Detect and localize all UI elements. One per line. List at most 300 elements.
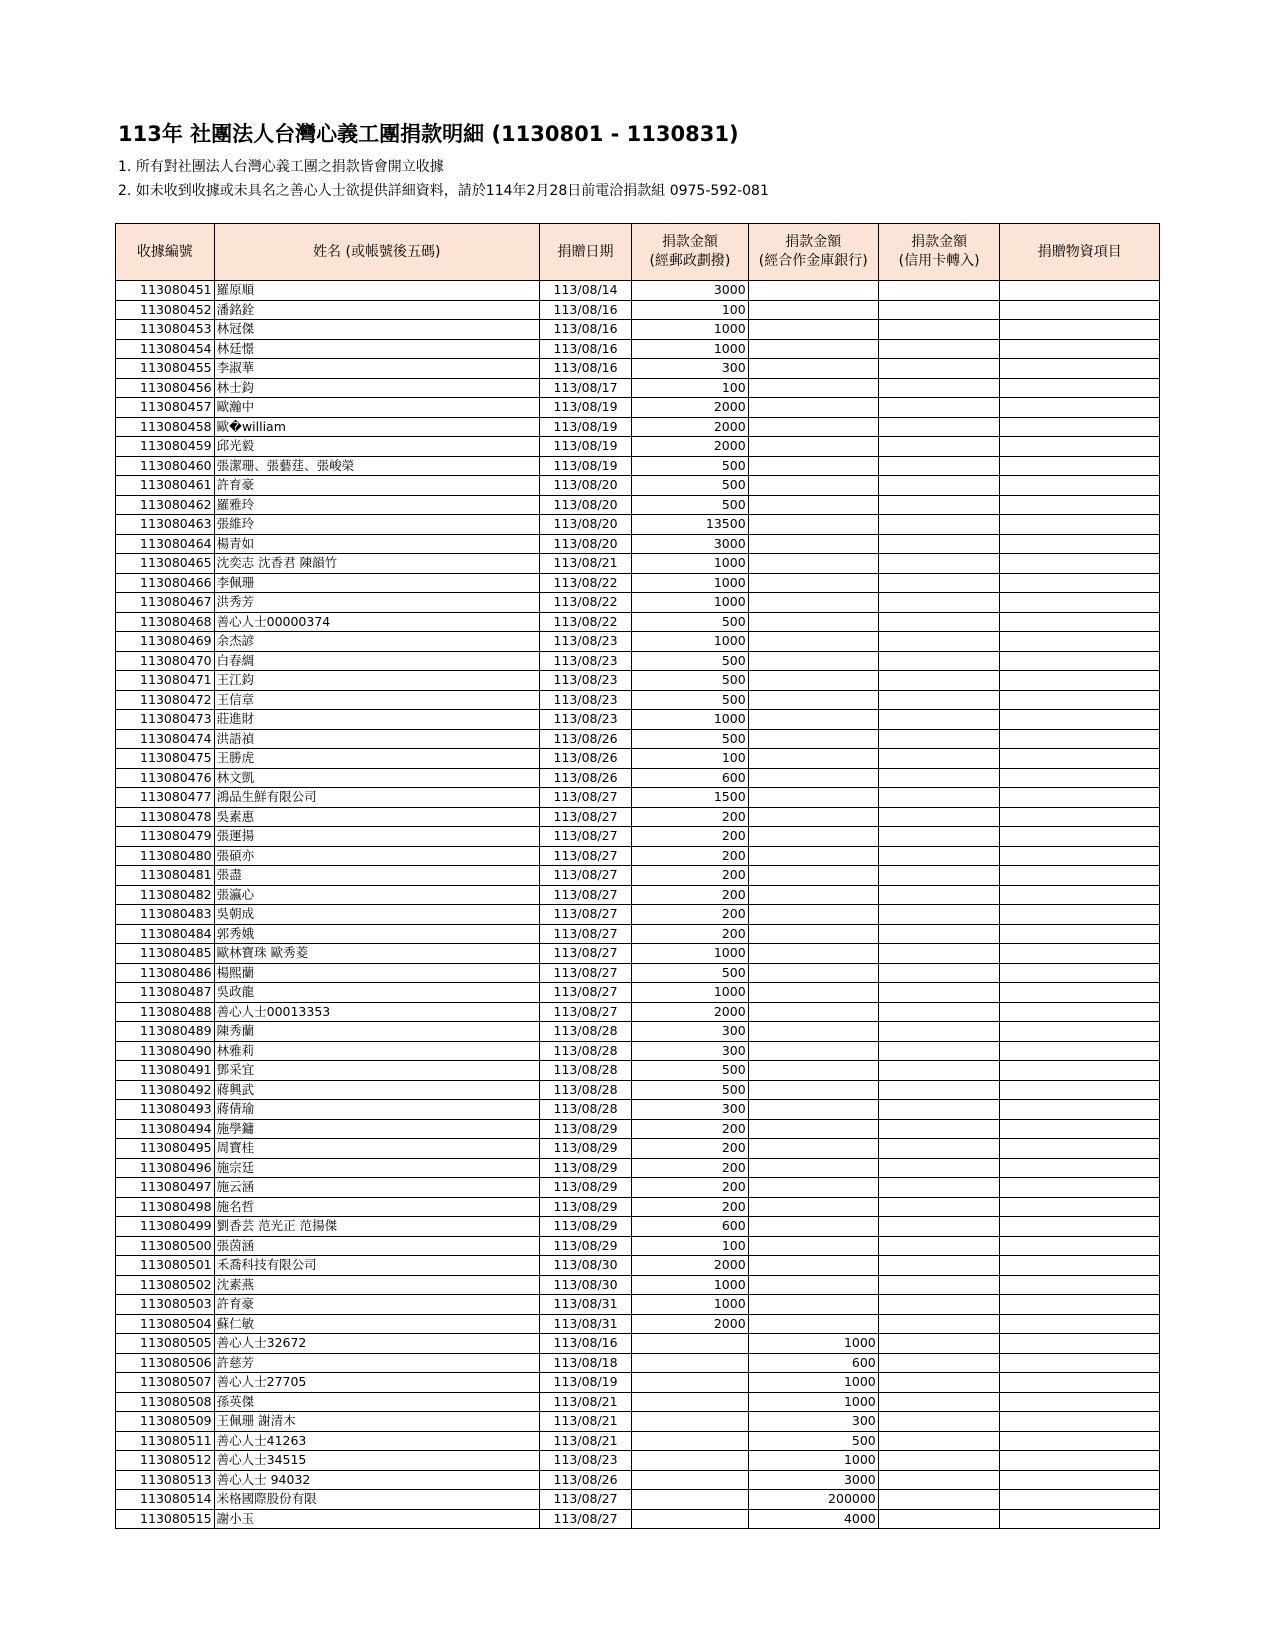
amount-card-cell: [878, 963, 1000, 983]
goods-cell: [1000, 983, 1160, 1003]
amount-bank-cell: [748, 554, 878, 574]
amount-card-cell: [878, 417, 1000, 437]
receipt-no-cell: 113080479: [116, 827, 215, 847]
donation-date-cell: 113/08/28: [539, 1041, 631, 1061]
amount-bank-cell: [748, 339, 878, 359]
table-row: [116, 1431, 1160, 1451]
table-row: [116, 983, 1160, 1003]
receipt-no-cell: 113080491: [116, 1061, 215, 1081]
donation-date-cell: 113/08/21: [539, 1412, 631, 1432]
table-row: [116, 827, 1160, 847]
header-name: 姓名 (或帳號後五碼): [214, 224, 539, 281]
table-row: [116, 944, 1160, 964]
amount-card-cell: [878, 320, 1000, 340]
receipt-no-cell: 113080480: [116, 846, 215, 866]
table-row: [116, 768, 1160, 788]
table-row: [116, 320, 1160, 340]
receipt-no-cell: 113080474: [116, 729, 215, 749]
amount-card-cell: [878, 807, 1000, 827]
receipt-no-cell: 113080486: [116, 963, 215, 983]
donor-name-cell: 張瀛心: [214, 885, 539, 905]
goods-cell: [1000, 827, 1160, 847]
donor-name-cell: 林士鈞: [214, 378, 539, 398]
donor-name-cell: 善心人士32672: [214, 1334, 539, 1354]
table-row: [116, 671, 1160, 691]
table-row: [116, 612, 1160, 632]
table-row: [116, 729, 1160, 749]
donor-name-cell: 歐林寶珠 歐秀菱: [214, 944, 539, 964]
table-row: [116, 495, 1160, 515]
donor-name-cell: 蔣倩瑜: [214, 1100, 539, 1120]
header-goods: 捐贈物資項目: [1000, 224, 1160, 281]
table-row: [116, 554, 1160, 574]
amount-bank-cell: [748, 1139, 878, 1159]
table-row: [116, 690, 1160, 710]
donor-name-cell: 余杰諺: [214, 632, 539, 652]
table-row: [116, 1373, 1160, 1393]
receipt-no-cell: 113080471: [116, 671, 215, 691]
amount-postal-cell: 200: [632, 1158, 748, 1178]
goods-cell: [1000, 476, 1160, 496]
receipt-no-cell: 113080460: [116, 456, 215, 476]
donor-name-cell: 吳素惠: [214, 807, 539, 827]
donor-name-cell: 洪語禎: [214, 729, 539, 749]
amount-postal-cell: 1000: [632, 632, 748, 652]
donation-date-cell: 113/08/27: [539, 983, 631, 1003]
amount-bank-cell: [748, 651, 878, 671]
donor-name-cell: 王勝虎: [214, 749, 539, 769]
amount-bank-cell: [748, 495, 878, 515]
amount-card-cell: [878, 1451, 1000, 1471]
donor-name-cell: 施學鏞: [214, 1119, 539, 1139]
amount-card-cell: [878, 300, 1000, 320]
receipt-no-cell: 113080457: [116, 398, 215, 418]
amount-bank-cell: 300: [748, 1412, 878, 1432]
donor-name-cell: 郭秀娥: [214, 924, 539, 944]
amount-postal-cell: 2000: [632, 417, 748, 437]
table-row: [116, 1139, 1160, 1159]
donor-name-cell: 張潔珊、張藝莛、張峻榮: [214, 456, 539, 476]
goods-cell: [1000, 729, 1160, 749]
donation-table: [115, 223, 1160, 1529]
amount-postal-cell: 200: [632, 885, 748, 905]
table-row: [116, 515, 1160, 535]
amount-bank-cell: 1000: [748, 1373, 878, 1393]
amount-postal-cell: 200: [632, 924, 748, 944]
donation-date-cell: 113/08/16: [539, 339, 631, 359]
goods-cell: [1000, 300, 1160, 320]
donation-date-cell: 113/08/23: [539, 690, 631, 710]
donor-name-cell: 善心人士27705: [214, 1373, 539, 1393]
amount-card-cell: [878, 1392, 1000, 1412]
receipt-no-cell: 113080487: [116, 983, 215, 1003]
amount-postal-cell: 500: [632, 456, 748, 476]
donation-date-cell: 113/08/26: [539, 768, 631, 788]
amount-card-cell: [878, 1080, 1000, 1100]
amount-card-cell: [878, 1178, 1000, 1198]
amount-card-cell: [878, 1158, 1000, 1178]
donor-name-cell: 張碩亦: [214, 846, 539, 866]
goods-cell: [1000, 1178, 1160, 1198]
amount-card-cell: [878, 710, 1000, 730]
amount-card-cell: [878, 846, 1000, 866]
donor-name-cell: 謝小玉: [214, 1509, 539, 1529]
amount-postal-cell: [632, 1509, 748, 1529]
table-row: [116, 398, 1160, 418]
table-row: [116, 378, 1160, 398]
amount-bank-cell: [748, 846, 878, 866]
amount-postal-cell: 2000: [632, 437, 748, 457]
receipt-no-cell: 113080490: [116, 1041, 215, 1061]
note-contact-info: 2. 如未收到收據或未具名之善心人士欲提供詳細資料，請於114年2月28日前電洽捐款組 0975-592-081: [118, 183, 769, 199]
amount-bank-cell: [748, 807, 878, 827]
amount-card-cell: [878, 1197, 1000, 1217]
amount-bank-cell: 1000: [748, 1334, 878, 1354]
amount-card-cell: [878, 1353, 1000, 1373]
amount-card-cell: [878, 1256, 1000, 1276]
amount-bank-cell: [748, 768, 878, 788]
amount-postal-cell: 200: [632, 1197, 748, 1217]
receipt-no-cell: 113080453: [116, 320, 215, 340]
amount-card-cell: [878, 1314, 1000, 1334]
receipt-no-cell: 113080459: [116, 437, 215, 457]
amount-postal-cell: 300: [632, 1041, 748, 1061]
amount-bank-cell: [748, 866, 878, 886]
table-row: [116, 1275, 1160, 1295]
receipt-no-cell: 113080501: [116, 1256, 215, 1276]
amount-bank-cell: [748, 437, 878, 457]
goods-cell: [1000, 1490, 1160, 1510]
amount-bank-cell: [748, 378, 878, 398]
table-body: [116, 281, 1160, 1529]
table-row: [116, 1002, 1160, 1022]
amount-bank-cell: [748, 1041, 878, 1061]
amount-postal-cell: 600: [632, 768, 748, 788]
amount-card-cell: [878, 1334, 1000, 1354]
amount-bank-cell: [748, 1217, 878, 1237]
amount-postal-cell: [632, 1353, 748, 1373]
header-amount-postal-line2: (經郵政劃撥): [649, 253, 731, 269]
table-row: [116, 1392, 1160, 1412]
donation-date-cell: 113/08/27: [539, 924, 631, 944]
receipt-no-cell: 113080500: [116, 1236, 215, 1256]
donation-date-cell: 113/08/27: [539, 944, 631, 964]
amount-postal-cell: [632, 1373, 748, 1393]
amount-bank-cell: [748, 398, 878, 418]
amount-postal-cell: 1000: [632, 1275, 748, 1295]
table-row: [116, 1490, 1160, 1510]
amount-card-cell: [878, 788, 1000, 808]
goods-cell: [1000, 554, 1160, 574]
table-row: [116, 1158, 1160, 1178]
amount-card-cell: [878, 1509, 1000, 1529]
goods-cell: [1000, 593, 1160, 613]
header-amount-bank-line2: (經合作金庫銀行): [758, 253, 868, 269]
receipt-no-cell: 113080513: [116, 1470, 215, 1490]
receipt-no-cell: 113080485: [116, 944, 215, 964]
amount-bank-cell: [748, 1178, 878, 1198]
goods-cell: [1000, 1412, 1160, 1432]
goods-cell: [1000, 924, 1160, 944]
receipt-no-cell: 113080507: [116, 1373, 215, 1393]
amount-postal-cell: 200: [632, 866, 748, 886]
table-row: [116, 905, 1160, 925]
goods-cell: [1000, 534, 1160, 554]
table-row: [116, 632, 1160, 652]
receipt-no-cell: 113080503: [116, 1295, 215, 1315]
goods-cell: [1000, 1470, 1160, 1490]
table-row: [116, 1119, 1160, 1139]
amount-postal-cell: [632, 1431, 748, 1451]
header-amount-card: [878, 224, 1000, 281]
amount-bank-cell: [748, 1119, 878, 1139]
donation-date-cell: 113/08/27: [539, 905, 631, 925]
receipt-no-cell: 113080467: [116, 593, 215, 613]
table-row: [116, 437, 1160, 457]
receipt-no-cell: 113080462: [116, 495, 215, 515]
donor-name-cell: 歐�william: [214, 417, 539, 437]
amount-postal-cell: 2000: [632, 1314, 748, 1334]
receipt-no-cell: 113080488: [116, 1002, 215, 1022]
donation-date-cell: 113/08/27: [539, 827, 631, 847]
amount-bank-cell: [748, 1100, 878, 1120]
donation-date-cell: 113/08/27: [539, 1002, 631, 1022]
donation-date-cell: 113/08/20: [539, 495, 631, 515]
donor-name-cell: 張盡: [214, 866, 539, 886]
goods-cell: [1000, 359, 1160, 379]
amount-bank-cell: 600: [748, 1353, 878, 1373]
donor-name-cell: 歐瀚中: [214, 398, 539, 418]
amount-bank-cell: 4000: [748, 1509, 878, 1529]
amount-card-cell: [878, 1470, 1000, 1490]
receipt-no-cell: 113080455: [116, 359, 215, 379]
amount-card-cell: [878, 1373, 1000, 1393]
receipt-no-cell: 113080512: [116, 1451, 215, 1471]
donation-date-cell: 113/08/27: [539, 788, 631, 808]
amount-bank-cell: [748, 788, 878, 808]
donation-date-cell: 113/08/19: [539, 1373, 631, 1393]
goods-cell: [1000, 339, 1160, 359]
amount-bank-cell: [748, 534, 878, 554]
amount-card-cell: [878, 573, 1000, 593]
donation-date-cell: 113/08/19: [539, 456, 631, 476]
amount-card-cell: [878, 690, 1000, 710]
amount-postal-cell: 100: [632, 1236, 748, 1256]
goods-cell: [1000, 632, 1160, 652]
amount-postal-cell: 500: [632, 476, 748, 496]
goods-cell: [1000, 1236, 1160, 1256]
amount-postal-cell: 1000: [632, 983, 748, 1003]
receipt-no-cell: 113080483: [116, 905, 215, 925]
goods-cell: [1000, 1392, 1160, 1412]
goods-cell: [1000, 651, 1160, 671]
goods-cell: [1000, 612, 1160, 632]
receipt-no-cell: 113080493: [116, 1100, 215, 1120]
amount-card-cell: [878, 651, 1000, 671]
goods-cell: [1000, 768, 1160, 788]
amount-postal-cell: 1000: [632, 710, 748, 730]
table-row: [116, 1217, 1160, 1237]
donor-name-cell: 潘銘銓: [214, 300, 539, 320]
amount-card-cell: [878, 1412, 1000, 1432]
donor-name-cell: 善心人士00000374: [214, 612, 539, 632]
receipt-no-cell: 113080506: [116, 1353, 215, 1373]
goods-cell: [1000, 1158, 1160, 1178]
amount-card-cell: [878, 476, 1000, 496]
amount-bank-cell: [748, 944, 878, 964]
goods-cell: [1000, 1295, 1160, 1315]
amount-postal-cell: 200: [632, 1178, 748, 1198]
table-row: [116, 866, 1160, 886]
table-row: [116, 1061, 1160, 1081]
donation-date-cell: 113/08/29: [539, 1197, 631, 1217]
goods-cell: [1000, 1217, 1160, 1237]
amount-card-cell: [878, 554, 1000, 574]
donor-name-cell: 施宗廷: [214, 1158, 539, 1178]
donation-date-cell: 113/08/30: [539, 1275, 631, 1295]
amount-card-cell: [878, 729, 1000, 749]
donation-date-cell: 113/08/31: [539, 1295, 631, 1315]
table-row: [116, 1041, 1160, 1061]
amount-card-cell: [878, 749, 1000, 769]
table-row: [116, 281, 1160, 301]
donation-date-cell: 113/08/16: [539, 359, 631, 379]
donation-date-cell: 113/08/29: [539, 1139, 631, 1159]
amount-card-cell: [878, 359, 1000, 379]
donor-name-cell: 鴻品生鮮有限公司: [214, 788, 539, 808]
goods-cell: [1000, 944, 1160, 964]
table-row: [116, 710, 1160, 730]
donor-name-cell: 李淑華: [214, 359, 539, 379]
donation-date-cell: 113/08/21: [539, 1392, 631, 1412]
amount-card-cell: [878, 1275, 1000, 1295]
amount-postal-cell: 200: [632, 807, 748, 827]
amount-bank-cell: [748, 827, 878, 847]
receipt-no-cell: 113080458: [116, 417, 215, 437]
goods-cell: [1000, 749, 1160, 769]
goods-cell: [1000, 1373, 1160, 1393]
amount-card-cell: [878, 398, 1000, 418]
amount-bank-cell: [748, 671, 878, 691]
donor-name-cell: 羅原順: [214, 281, 539, 301]
goods-cell: [1000, 1509, 1160, 1529]
receipt-no-cell: 113080508: [116, 1392, 215, 1412]
receipt-no-cell: 113080469: [116, 632, 215, 652]
goods-cell: [1000, 495, 1160, 515]
donation-date-cell: 113/08/23: [539, 710, 631, 730]
amount-postal-cell: [632, 1392, 748, 1412]
header-amount-card-line2: (信用卡轉入): [898, 253, 980, 269]
amount-bank-cell: [748, 983, 878, 1003]
table-row: [116, 456, 1160, 476]
amount-card-cell: [878, 1217, 1000, 1237]
donation-date-cell: 113/08/16: [539, 1334, 631, 1354]
amount-postal-cell: 200: [632, 827, 748, 847]
amount-bank-cell: 500: [748, 1431, 878, 1451]
donation-date-cell: 113/08/18: [539, 1353, 631, 1373]
donation-date-cell: 113/08/29: [539, 1158, 631, 1178]
donor-name-cell: 鄧采宜: [214, 1061, 539, 1081]
amount-bank-cell: [748, 476, 878, 496]
table-header-row: [116, 224, 1160, 281]
table-row: [116, 788, 1160, 808]
amount-postal-cell: 1000: [632, 554, 748, 574]
amount-bank-cell: [748, 417, 878, 437]
table-row: [116, 1236, 1160, 1256]
donation-date-cell: 113/08/28: [539, 1061, 631, 1081]
donation-date-cell: 113/08/22: [539, 593, 631, 613]
amount-bank-cell: [748, 749, 878, 769]
goods-cell: [1000, 1334, 1160, 1354]
donation-date-cell: 113/08/29: [539, 1236, 631, 1256]
amount-bank-cell: [748, 1002, 878, 1022]
amount-bank-cell: [748, 1022, 878, 1042]
donation-date-cell: 113/08/27: [539, 807, 631, 827]
amount-postal-cell: 300: [632, 1100, 748, 1120]
table-row: [116, 1256, 1160, 1276]
amount-bank-cell: [748, 905, 878, 925]
amount-bank-cell: [748, 612, 878, 632]
donor-name-cell: 王佩珊 謝清木: [214, 1412, 539, 1432]
goods-cell: [1000, 1022, 1160, 1042]
table-row: [116, 1509, 1160, 1529]
receipt-no-cell: 113080511: [116, 1431, 215, 1451]
donation-date-cell: 113/08/23: [539, 651, 631, 671]
donor-name-cell: 劉香芸 范光正 范揚傑: [214, 1217, 539, 1237]
donor-name-cell: 吳朝成: [214, 905, 539, 925]
amount-card-cell: [878, 632, 1000, 652]
donation-date-cell: 113/08/28: [539, 1080, 631, 1100]
donor-name-cell: 楊熙蘭: [214, 963, 539, 983]
donation-date-cell: 113/08/27: [539, 866, 631, 886]
amount-card-cell: [878, 827, 1000, 847]
donor-name-cell: 善心人士00013353: [214, 1002, 539, 1022]
amount-card-cell: [878, 671, 1000, 691]
amount-bank-cell: [748, 1061, 878, 1081]
donor-name-cell: 王江鈞: [214, 671, 539, 691]
amount-postal-cell: 500: [632, 671, 748, 691]
header-amount-postal-line1: 捐款金額: [661, 234, 718, 250]
amount-postal-cell: 500: [632, 1080, 748, 1100]
goods-cell: [1000, 1119, 1160, 1139]
receipt-no-cell: 113080452: [116, 300, 215, 320]
goods-cell: [1000, 281, 1160, 301]
donor-name-cell: 施云涵: [214, 1178, 539, 1198]
table-row: [116, 1470, 1160, 1490]
amount-card-cell: [878, 1490, 1000, 1510]
amount-postal-cell: 500: [632, 495, 748, 515]
donor-name-cell: 蔣興武: [214, 1080, 539, 1100]
amount-card-cell: [878, 515, 1000, 535]
goods-cell: [1000, 573, 1160, 593]
receipt-no-cell: 113080498: [116, 1197, 215, 1217]
amount-postal-cell: 3000: [632, 281, 748, 301]
amount-postal-cell: 100: [632, 378, 748, 398]
table-row: [116, 1353, 1160, 1373]
amount-bank-cell: [748, 456, 878, 476]
receipt-no-cell: 113080476: [116, 768, 215, 788]
donor-name-cell: 白春綢: [214, 651, 539, 671]
donor-name-cell: 周寶桂: [214, 1139, 539, 1159]
header-amount-postal: [632, 224, 748, 281]
amount-card-cell: [878, 378, 1000, 398]
table-row: [116, 1412, 1160, 1432]
amount-postal-cell: 1000: [632, 573, 748, 593]
goods-cell: [1000, 1100, 1160, 1120]
goods-cell: [1000, 788, 1160, 808]
donor-name-cell: 洪秀芳: [214, 593, 539, 613]
donor-name-cell: 林文凱: [214, 768, 539, 788]
